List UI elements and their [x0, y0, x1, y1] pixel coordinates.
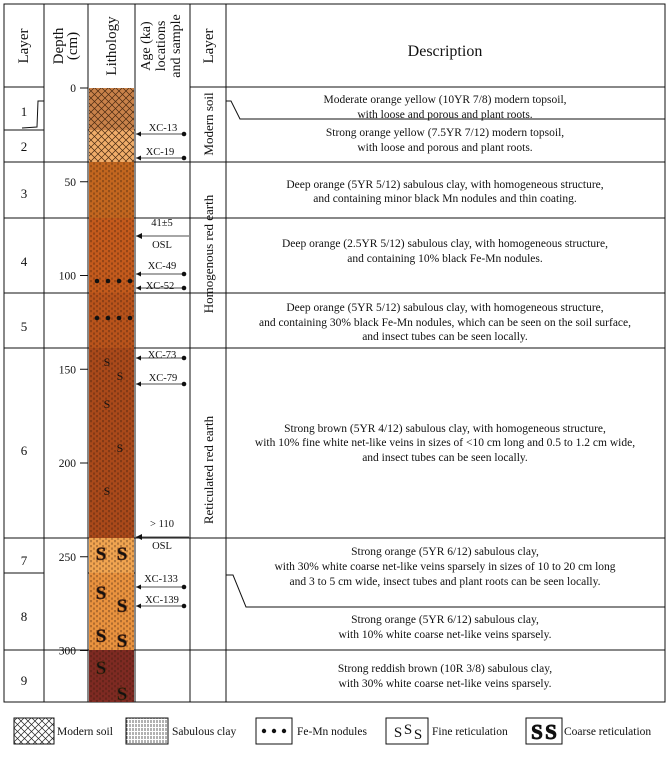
- sample-dot: [182, 382, 187, 387]
- layer-id-9: 9: [20, 673, 28, 688]
- sample-dot: [182, 356, 187, 361]
- layer-description-8: Strong orange (5YR 6/12) sabulous clay,: [351, 614, 539, 626]
- header-layer: Layer: [16, 28, 32, 64]
- sample-label: XC-139: [145, 595, 179, 606]
- sample-arrow: [136, 382, 141, 387]
- sample-dot: [182, 604, 187, 609]
- unit-label: Homogenous red earth: [201, 194, 216, 314]
- coarse-reticulation-mark: S: [95, 544, 107, 565]
- depth-tick-label: 50: [64, 176, 76, 189]
- sample-arrow: [136, 272, 141, 277]
- coarse-reticulation-mark: S: [95, 583, 107, 604]
- coarse-reticulation-mark: S: [95, 626, 107, 647]
- layer-id-4: 4: [20, 254, 28, 269]
- legend-fine-s-glyph: S: [413, 727, 423, 743]
- legend-nodule-dot: [282, 729, 286, 733]
- header-description: Description: [407, 43, 483, 60]
- lithology-column: [89, 88, 134, 705]
- sample-dot: [182, 585, 187, 590]
- unit-label: Reticulated red earth: [201, 415, 216, 525]
- fe-mn-nodule: [106, 316, 111, 321]
- layer-id-5: 5: [20, 319, 28, 334]
- sabulous-clay-texture: [89, 348, 134, 538]
- header-depth-2: (cm): [65, 31, 81, 61]
- layer-description-2: with loose and porous and plant roots.: [357, 142, 533, 154]
- legend-swatch-sabulous-clay: [126, 718, 168, 744]
- fine-reticulation-mark: S: [103, 397, 111, 411]
- legend-coarse-s-glyph: S: [531, 720, 543, 744]
- header-layer-2: Layer: [201, 28, 217, 64]
- age-arrow: [136, 233, 142, 239]
- legend: [14, 718, 651, 744]
- legend-nodule-dot: [272, 729, 276, 733]
- layer-description-7: with 30% white coarse net-like veins sparsely in sizes of 10 to 20 cm long: [274, 561, 616, 573]
- layer-description-3: and containing minor black Mn nodules and thin coating.: [313, 193, 577, 205]
- sample-arrow: [136, 132, 141, 137]
- sample-dot: [182, 286, 187, 291]
- sample-arrow: [136, 156, 141, 161]
- legend-fine-s-glyph: S: [393, 725, 403, 741]
- layer-id-1: 1: [20, 104, 28, 119]
- depth-tick-label: 0: [70, 83, 76, 95]
- legend-label-coarse-reticulation: Coarse reticulation: [564, 726, 652, 738]
- legend-label-fine-reticulation: Fine reticulation: [432, 726, 508, 738]
- coarse-reticulation-mark: S: [116, 544, 128, 565]
- header-lithology: Lithology: [104, 16, 120, 76]
- layer-description-6: and insect tubes can be seen locally.: [362, 452, 528, 464]
- layer-description-7: and 3 to 5 cm wide, insect tubes and plant roots can be seen locally.: [289, 576, 601, 588]
- sample-arrow: [136, 585, 141, 590]
- fe-mn-nodule: [117, 316, 122, 321]
- layer-description-5: Deep orange (5YR 5/12) sabulous clay, with homogeneous structure,: [286, 302, 604, 314]
- sample-dot: [182, 156, 187, 161]
- depth-tick-label: 100: [58, 270, 76, 283]
- coarse-reticulation-mark: S: [116, 631, 128, 652]
- fe-mn-nodule: [128, 316, 133, 321]
- legend-nodule-dot: [262, 729, 266, 733]
- fe-mn-nodule: [106, 279, 111, 284]
- layer-description-8: with 10% white coarse net-like veins sparsely.: [338, 629, 552, 641]
- sample-arrow: [136, 604, 141, 609]
- depth-axis: [59, 83, 88, 658]
- sample-label: XC-133: [144, 574, 178, 585]
- age-value: 41±5: [151, 218, 173, 229]
- layer-description-6: Strong brown (5YR 4/12) sabulous clay, with homogeneous structure,: [284, 423, 606, 435]
- sample-arrow: [136, 286, 141, 291]
- fe-mn-nodule: [117, 279, 122, 284]
- age-method: OSL: [152, 240, 172, 251]
- sample-label: XC-73: [147, 350, 177, 361]
- layer-id-8: 8: [20, 609, 28, 624]
- header-age-2: locations: [154, 20, 169, 72]
- layer-id-7: 7: [20, 553, 28, 568]
- sample-markers: [136, 123, 189, 609]
- fe-mn-nodule: [128, 279, 133, 284]
- layer-description-1: with loose and porous and plant roots.: [357, 109, 533, 121]
- layer-description-2: Strong orange yellow (7.5YR 7/12) modern topsoil,: [325, 127, 565, 139]
- sample-label: XC-79: [148, 373, 178, 384]
- sample-dot: [182, 132, 187, 137]
- layer-description-1: Moderate orange yellow (10YR 7/8) modern topsoil,: [323, 94, 567, 106]
- age-value: > 110: [150, 519, 174, 530]
- header-age-1: Age (ka): [139, 21, 154, 71]
- sample-label: XC-49: [147, 261, 177, 272]
- legend-swatch-modern-soil: [14, 718, 54, 744]
- sample-label: XC-19: [145, 147, 175, 158]
- layer-id-6: 6: [20, 443, 28, 458]
- depth-tick-label: 150: [58, 364, 76, 377]
- legend-fine-s-glyph: S: [403, 722, 413, 738]
- coarse-reticulation-mark: S: [116, 596, 128, 617]
- legend-label-fe-mn-nodules: Fe-Mn nodules: [297, 726, 367, 738]
- layer-description-7: Strong orange (5YR 6/12) sabulous clay,: [351, 546, 539, 558]
- layer-description-5: and insect tubes can be seen locally.: [362, 331, 528, 343]
- layer-id-3: 3: [20, 186, 28, 201]
- sabulous-clay-texture: [89, 162, 134, 218]
- unit-label: Modern soil: [201, 92, 216, 156]
- fine-reticulation-mark: S: [116, 369, 124, 383]
- legend-label-modern-soil: Modern soil: [57, 726, 113, 738]
- depth-tick-label: 250: [58, 551, 76, 564]
- sample-label: XC-52: [145, 281, 175, 292]
- layer-description-4: and containing 10% black Fe-Mn nodules.: [347, 253, 543, 265]
- layer-description-9: with 30% white coarse net-like veins sparsely.: [338, 678, 552, 690]
- coarse-reticulation-mark: S: [95, 658, 107, 679]
- age-method: OSL: [152, 541, 172, 552]
- header-age-3: and sample: [169, 14, 184, 78]
- header-depth-1: Depth: [51, 27, 67, 65]
- fe-mn-nodule: [95, 279, 100, 284]
- layer-id-2: 2: [20, 139, 28, 154]
- fine-reticulation-mark: S: [116, 441, 124, 455]
- sample-arrow: [136, 356, 141, 361]
- legend-coarse-s-glyph: S: [545, 720, 557, 744]
- depth-tick-label: 200: [58, 458, 76, 470]
- fine-reticulation-mark: S: [103, 484, 111, 498]
- sabulous-clay-texture: [89, 293, 134, 348]
- depth-tick-label: 300: [58, 645, 76, 658]
- fine-reticulation-mark: S: [103, 355, 111, 369]
- coarse-reticulation-mark: S: [116, 684, 128, 705]
- modern-soil-hatch: [89, 130, 134, 162]
- sample-label: XC-13: [148, 123, 178, 134]
- layer-description-5: and containing 30% black Fe-Mn nodules, which can be seen on the soil surface,: [258, 317, 632, 329]
- modern-soil-hatch: [89, 88, 134, 130]
- legend-label-sabulous-clay: Sabulous clay: [172, 726, 237, 738]
- sample-dot: [182, 272, 187, 277]
- layer-description-6: with 10% fine white net-like veins in sizes of <10 cm long and 0.5 to 1.2 cm wide,: [254, 437, 636, 449]
- unit-labels: [201, 92, 216, 524]
- fe-mn-nodule: [95, 316, 100, 321]
- age-arrow: [136, 534, 142, 540]
- layer-description-9: Strong reddish brown (10R 3/8) sabulous clay,: [337, 663, 553, 675]
- layer-description-3: Deep orange (5YR 5/12) sabulous clay, with homogeneous structure,: [286, 179, 604, 191]
- layer-description-4: Deep orange (2.5YR 5/12) sabulous clay, with homogeneous structure,: [282, 238, 608, 250]
